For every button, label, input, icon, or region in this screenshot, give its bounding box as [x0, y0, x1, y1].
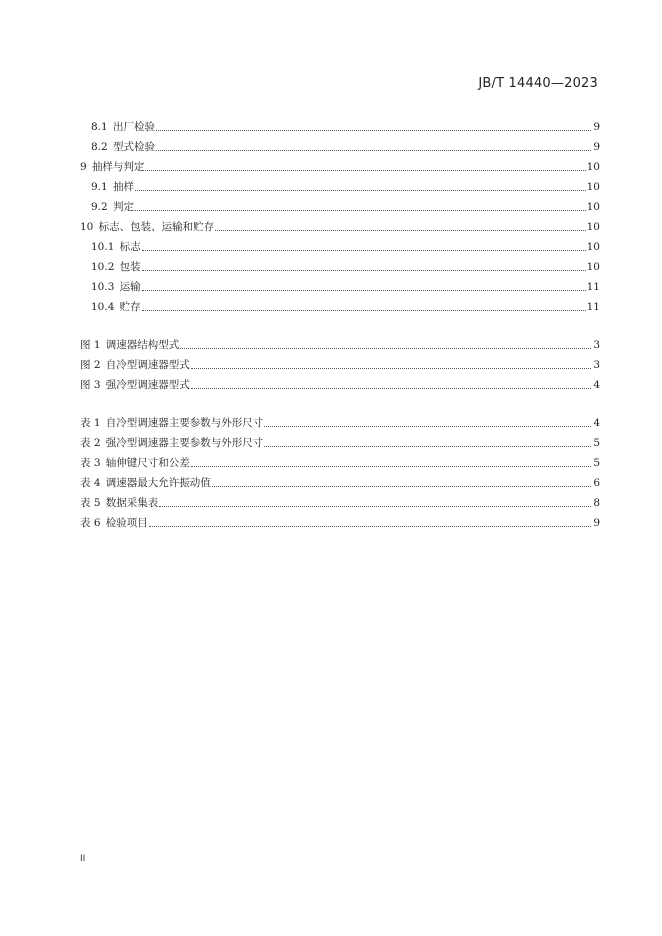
toc-figure-entry[interactable]	[80, 372, 600, 392]
dot-leader	[212, 485, 591, 487]
toc-section-number: 10	[80, 221, 94, 233]
toc-section-number: 10.4	[91, 301, 115, 313]
toc-section-page-number: 11	[586, 301, 600, 313]
toc-table-page-number: 5	[593, 437, 600, 449]
toc-section-title: 出厂检验	[112, 121, 155, 133]
toc-section-page-number: 10	[586, 261, 600, 273]
dot-leader	[142, 289, 586, 291]
toc-section-number: 8.2	[91, 141, 108, 153]
toc-table-title: 调速器最大允许振动值	[105, 477, 211, 489]
toc-table-page-number: 5	[593, 457, 600, 469]
toc-section-title: 型式检验	[112, 141, 155, 153]
toc-section-number: 9.1	[91, 181, 108, 193]
toc-table-number: 表 5	[80, 497, 101, 509]
dot-leader	[191, 367, 591, 369]
toc-figure-page-number: 3	[593, 339, 600, 351]
dot-leader	[180, 347, 591, 349]
toc-section-entry[interactable]	[80, 294, 600, 314]
toc-figure-entry[interactable]	[80, 332, 600, 352]
toc-section-title: 运输	[119, 281, 141, 293]
toc-section-page-number: 11	[586, 281, 600, 293]
toc-gap	[80, 314, 600, 332]
toc-figure-page-number: 3	[593, 359, 600, 371]
toc-table-entry[interactable]	[80, 490, 600, 510]
dot-leader	[142, 309, 586, 311]
toc-section-entry[interactable]	[80, 194, 600, 214]
toc-table-number: 表 6	[80, 517, 101, 529]
dot-leader	[145, 169, 585, 171]
toc-section-title: 标志	[119, 241, 141, 253]
dot-leader	[264, 425, 591, 427]
toc-section-entry[interactable]	[80, 114, 600, 134]
dot-leader	[156, 149, 591, 151]
toc-table-title: 强冷型调速器主要参数与外形尺寸	[105, 437, 264, 449]
toc-section-title: 抽样与判定	[91, 161, 145, 173]
toc-gap	[80, 392, 600, 410]
toc-section-page-number: 9	[593, 121, 600, 133]
toc-table-number: 表 1	[80, 417, 101, 429]
toc-section-page-number: 10	[586, 221, 600, 233]
toc-tables	[80, 410, 600, 530]
toc-table-title: 检验项目	[105, 517, 148, 529]
toc-section-entry[interactable]	[80, 174, 600, 194]
toc-table-title: 自冷型调速器主要参数与外形尺寸	[105, 417, 264, 429]
toc-figure-title: 自冷型调速器型式	[105, 359, 190, 371]
toc-table-page-number: 6	[593, 477, 600, 489]
toc-section-number: 8.1	[91, 121, 108, 133]
dot-leader	[264, 445, 591, 447]
toc-section-title: 抽样	[112, 181, 134, 193]
toc-table-title: 数据采集表	[105, 497, 159, 509]
toc-figure-title: 调速器结构型式	[105, 339, 180, 351]
dot-leader	[215, 229, 586, 231]
toc-section-entry[interactable]	[80, 274, 600, 294]
standard-code-header: JB/T 14440—2023	[478, 76, 598, 91]
dot-leader	[142, 249, 586, 251]
toc-section-entry[interactable]	[80, 154, 600, 174]
toc-table-number: 表 4	[80, 477, 101, 489]
toc-section-page-number: 10	[586, 181, 600, 193]
page-number-footer: II	[80, 854, 86, 864]
dot-leader	[156, 129, 591, 131]
toc-section-number: 10.2	[91, 261, 115, 273]
toc-section-number: 9.2	[91, 201, 108, 213]
toc-table-page-number: 9	[593, 517, 600, 529]
toc-section-entry[interactable]	[80, 234, 600, 254]
toc-section-title: 判定	[112, 201, 134, 213]
toc-figure-title: 强冷型调速器型式	[105, 379, 190, 391]
toc-section-entry[interactable]	[80, 214, 600, 234]
toc-section-page-number: 10	[586, 241, 600, 253]
dot-leader	[142, 269, 586, 271]
toc-figure-number: 图 1	[80, 339, 101, 351]
dot-leader	[159, 505, 591, 507]
toc-section-title: 标志、包装、运输和贮存	[98, 221, 215, 233]
dot-leader	[191, 465, 591, 467]
toc-table-entry[interactable]	[80, 430, 600, 450]
table-of-contents	[80, 114, 600, 530]
toc-table-entry[interactable]	[80, 450, 600, 470]
toc-sections	[80, 114, 600, 314]
toc-section-title: 贮存	[119, 301, 141, 313]
toc-table-page-number: 4	[593, 417, 600, 429]
toc-table-page-number: 8	[593, 497, 600, 509]
toc-table-entry[interactable]	[80, 470, 600, 490]
dot-leader	[191, 387, 591, 389]
toc-table-number: 表 3	[80, 457, 101, 469]
toc-table-entry[interactable]	[80, 410, 600, 430]
toc-section-page-number: 9	[593, 141, 600, 153]
toc-section-page-number: 10	[586, 161, 600, 173]
toc-table-number: 表 2	[80, 437, 101, 449]
dot-leader	[135, 209, 586, 211]
dot-leader	[149, 525, 591, 527]
toc-figure-number: 图 2	[80, 359, 101, 371]
toc-section-number: 9	[80, 161, 87, 173]
toc-figures	[80, 332, 600, 392]
toc-table-entry[interactable]	[80, 510, 600, 530]
toc-figure-entry[interactable]	[80, 352, 600, 372]
toc-table-title: 轴伸键尺寸和公差	[105, 457, 190, 469]
toc-section-page-number: 10	[586, 201, 600, 213]
toc-section-number: 10.3	[91, 281, 115, 293]
toc-section-number: 10.1	[91, 241, 115, 253]
toc-section-entry[interactable]	[80, 254, 600, 274]
toc-figure-number: 图 3	[80, 379, 101, 391]
toc-section-entry[interactable]	[80, 134, 600, 154]
toc-figure-page-number: 4	[593, 379, 600, 391]
dot-leader	[135, 189, 586, 191]
toc-section-title: 包装	[119, 261, 141, 273]
